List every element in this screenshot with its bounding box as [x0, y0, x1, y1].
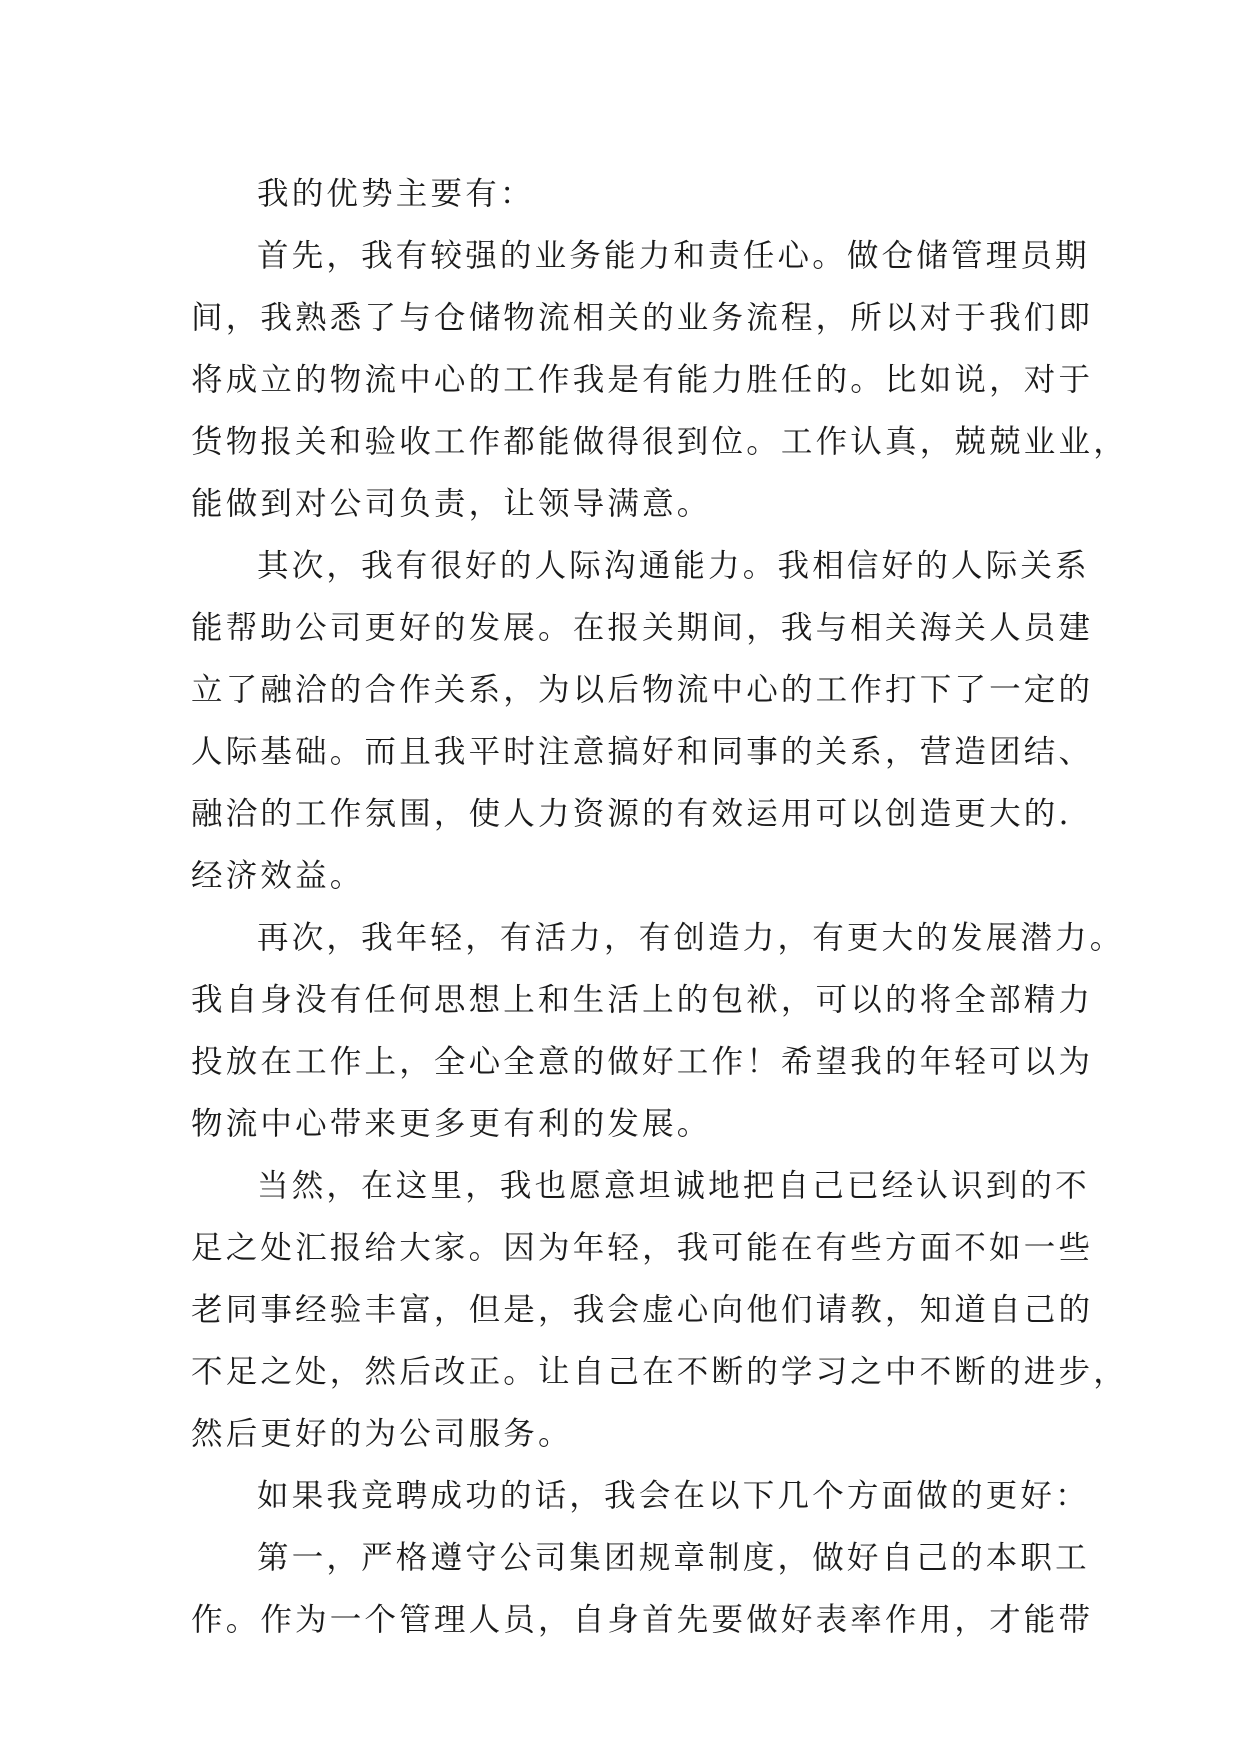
text-line: 然后更好的为公司服务。 — [191, 1416, 573, 1452]
document-body — [191, 163, 1128, 1651]
text-line: 融洽的工作氛围，使人力资源的有效运用可以创造更大的. — [191, 796, 1072, 832]
text-line: 老同事经验丰富，但是，我会虚心向他们请教，知道自己的 — [191, 1292, 1094, 1328]
text-line: 能做到对公司负责，让领导满意。 — [191, 486, 712, 522]
text-line: 作。作为一个管理人员，自身首先要做好表率作用，才能带 — [191, 1602, 1094, 1638]
text-line: 不足之处，然后改正。让自己在不断的学习之中不断的进步， — [191, 1354, 1128, 1390]
text-line: 立了融洽的合作关系，为以后物流中心的工作打下了一定的 — [191, 672, 1094, 708]
text-line: 投放在工作上，全心全意的做好工作！希望我的年轻可以为 — [191, 1044, 1094, 1080]
text-line: 能帮助公司更好的发展。在报关期间，我与相关海关人员建 — [191, 610, 1094, 646]
text-line: 我自身没有任何思想上和生活上的包袱，可以的将全部精力 — [191, 982, 1094, 1018]
text-line: 物流中心带来更多更有利的发展。 — [191, 1106, 712, 1142]
text-line: 第一，严格遵守公司集团规章制度，做好自己的本职工 — [257, 1540, 1090, 1576]
text-line: 其次，我有很好的人际沟通能力。我相信好的人际关系 — [257, 548, 1090, 584]
text-line: 如果我竞聘成功的话，我会在以下几个方面做的更好： — [257, 1478, 1090, 1514]
text-line: 再次，我年轻，有活力，有创造力，有更大的发展潜力。 — [257, 920, 1125, 956]
text-line: 将成立的物流中心的工作我是有能力胜任的。比如说，对于 — [191, 362, 1094, 398]
text-line: 足之处汇报给大家。因为年轻，我可能在有些方面不如一些 — [191, 1230, 1094, 1266]
text-line: 首先，我有较强的业务能力和责任心。做仓储管理员期 — [257, 238, 1090, 274]
text-line: 货物报关和验收工作都能做得很到位。工作认真，兢兢业业， — [191, 424, 1128, 460]
text-line: 人际基础。而且我平时注意搞好和同事的关系，营造团结、 — [191, 734, 1094, 770]
text-line: 经济效益。 — [191, 858, 365, 894]
text-line: 当然，在这里，我也愿意坦诚地把自己已经认识到的不 — [257, 1168, 1090, 1204]
text-line: 间，我熟悉了与仓储物流相关的业务流程，所以对于我们即 — [191, 300, 1094, 336]
text-line: 我的优势主要有： — [257, 176, 535, 212]
